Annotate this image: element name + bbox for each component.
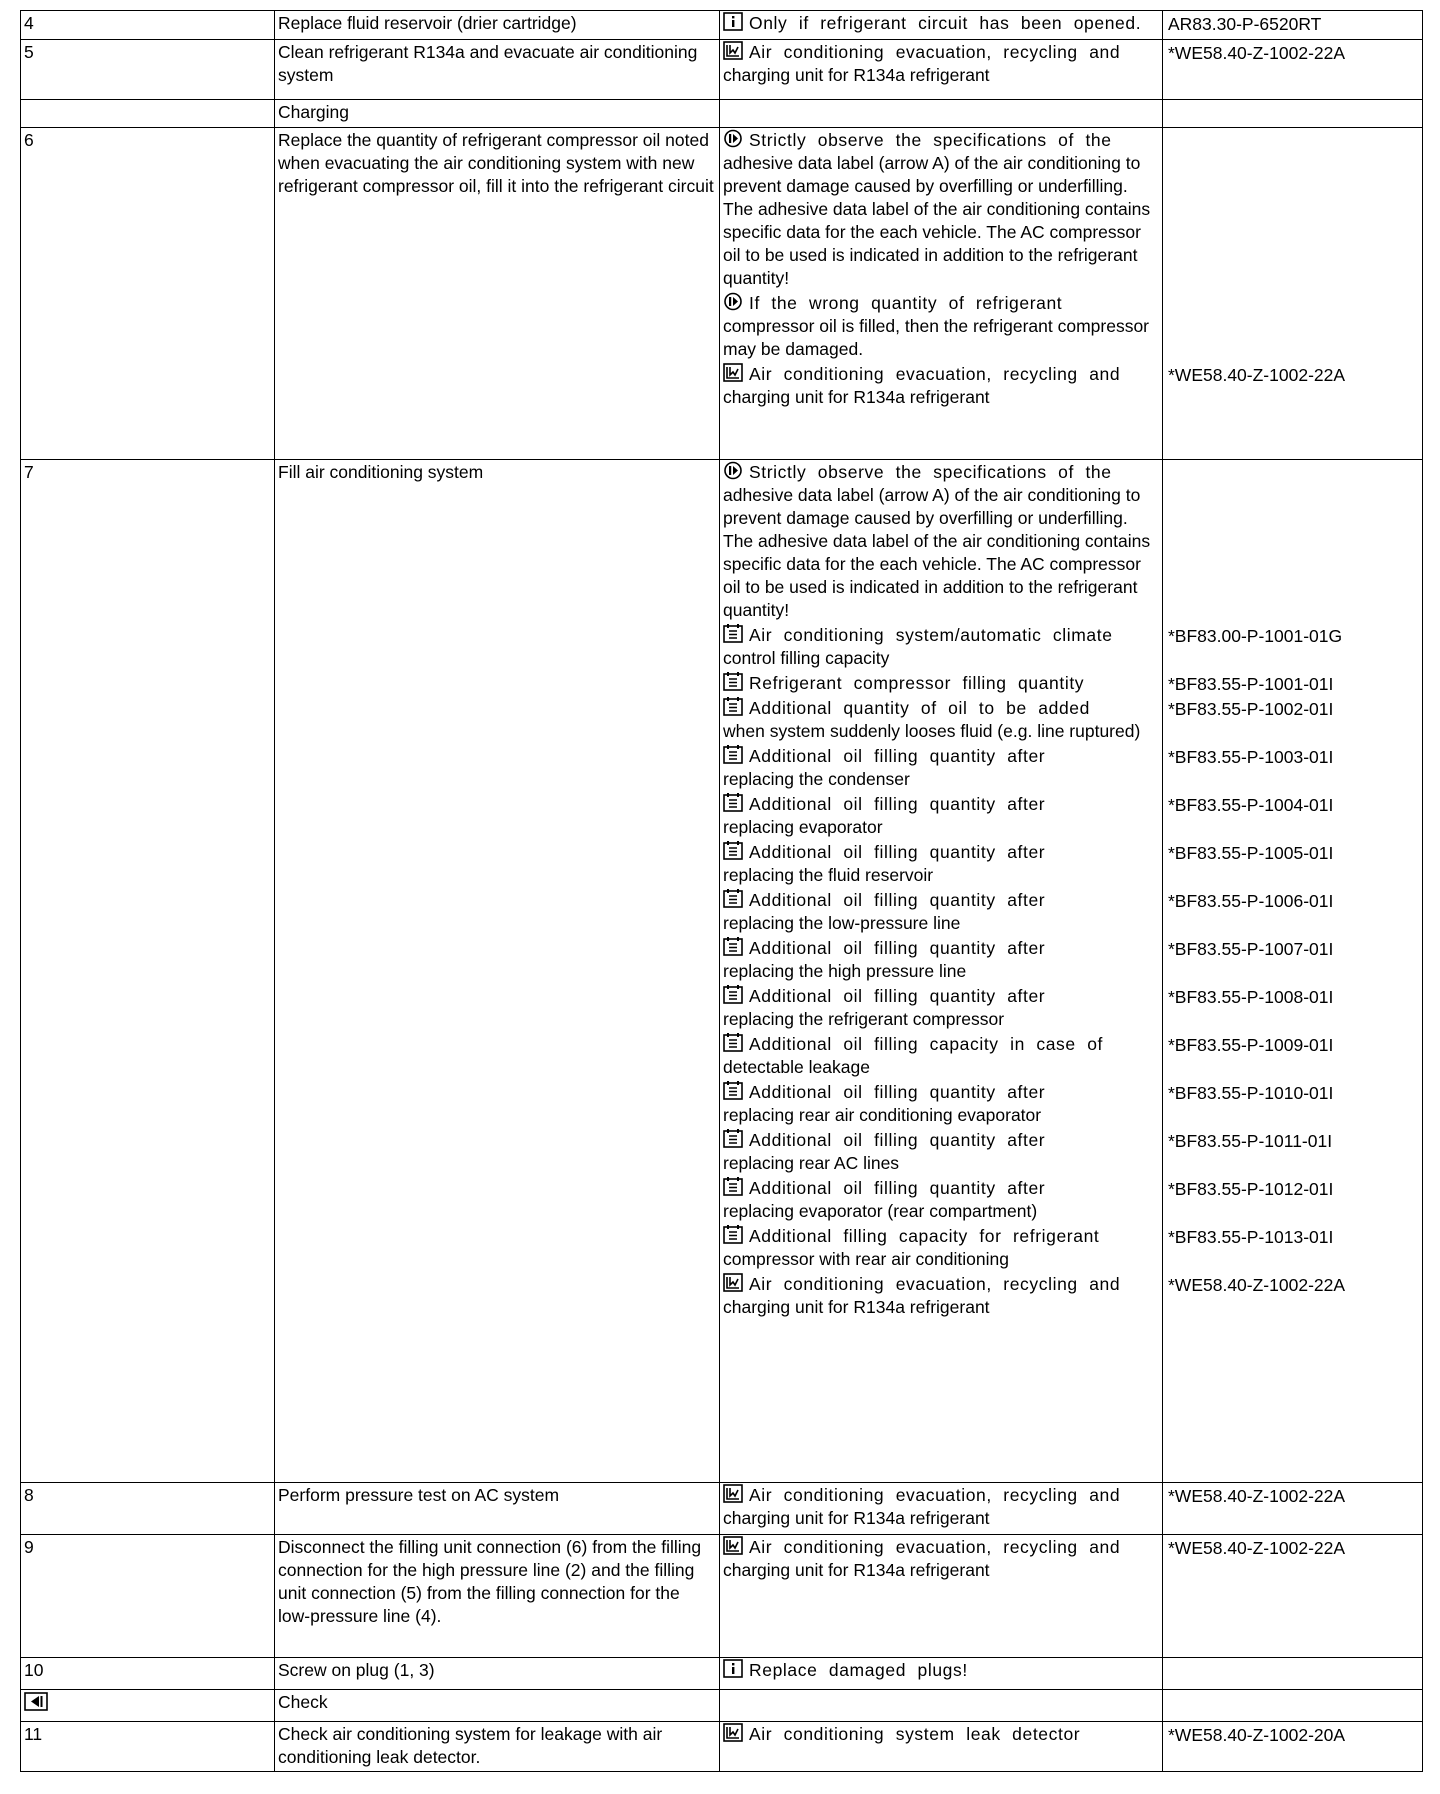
step-action-text: Replace fluid reservoir (drier cartridge) bbox=[278, 13, 577, 33]
note-text: compressor oil is filled, then the refrigerant compressor may be damaged. bbox=[723, 316, 1150, 359]
note-lead-text: Refrigerant compressor filling quantity bbox=[749, 673, 1085, 693]
note-lead-text: Air conditioning evacuation, recycling and bbox=[749, 1274, 1121, 1294]
reference-code[interactable]: *BF83.55-P-1004-01I bbox=[1168, 794, 1334, 815]
note-lead-text: Air conditioning evacuation, recycling and bbox=[749, 364, 1121, 384]
reference-code[interactable]: *BF83.55-P-1001-01I bbox=[1168, 673, 1334, 694]
step-number-text: 8 bbox=[24, 1485, 34, 1505]
step-notes bbox=[720, 40, 1163, 100]
note-item bbox=[723, 793, 1159, 839]
note-item bbox=[723, 1484, 1159, 1530]
tool-icon bbox=[723, 1723, 743, 1742]
note-lead-text: Additional oil filling quantity after bbox=[749, 1178, 1046, 1198]
note-item bbox=[723, 1081, 1159, 1127]
step-number bbox=[21, 1690, 275, 1722]
reference-code[interactable]: *BF83.55-P-1007-01I bbox=[1168, 938, 1334, 959]
procedure-table-body bbox=[21, 11, 1423, 1772]
note-text: replacing the low-pressure line bbox=[723, 913, 961, 933]
step-number bbox=[21, 100, 275, 128]
note-item bbox=[723, 889, 1159, 935]
note-item bbox=[723, 461, 1159, 622]
note-lead-text: Air conditioning system/automatic climate bbox=[749, 625, 1113, 645]
spec-icon bbox=[723, 1033, 743, 1052]
spec-icon bbox=[723, 937, 743, 956]
note-item bbox=[723, 1273, 1159, 1319]
reference-code[interactable]: *WE58.40-Z-1002-22A bbox=[1168, 42, 1346, 63]
note-text: replacing rear AC lines bbox=[723, 1153, 900, 1173]
note-item bbox=[723, 292, 1159, 361]
step-action bbox=[275, 1722, 720, 1772]
step-action-text: Check bbox=[278, 1692, 328, 1712]
step-notes bbox=[720, 1658, 1163, 1690]
step-references bbox=[1163, 1535, 1423, 1658]
note-item bbox=[723, 937, 1159, 983]
reference-code[interactable]: *BF83.55-P-1010-01I bbox=[1168, 1082, 1334, 1103]
spec-icon bbox=[723, 1225, 743, 1244]
note-item bbox=[723, 841, 1159, 887]
note-lead-text: If the wrong quantity of refrigerant bbox=[749, 293, 1063, 313]
check-icon bbox=[24, 1692, 48, 1711]
spec-icon bbox=[723, 1129, 743, 1148]
note-item bbox=[723, 697, 1159, 743]
spec-icon bbox=[723, 793, 743, 812]
spec-icon bbox=[723, 985, 743, 1004]
note-lead-text: Air conditioning system leak detector bbox=[749, 1724, 1081, 1744]
reference-code[interactable]: *BF83.55-P-1012-01I bbox=[1168, 1178, 1334, 1199]
step-action bbox=[275, 40, 720, 100]
note-text: adhesive data label (arrow A) of the air conditioning to prevent damage caused by overfilling or underfilling. The adhesive data label of the air conditioning contains specific data for the each vehicle. The AC compressor oil to be used is indicated in addition to the refrigerant quantity! bbox=[723, 485, 1151, 620]
note-text: replacing rear air conditioning evaporator bbox=[723, 1105, 1042, 1125]
step-action bbox=[275, 1658, 720, 1690]
step-notes bbox=[720, 100, 1163, 128]
step-number-text: 5 bbox=[24, 42, 34, 62]
note-item bbox=[723, 1536, 1159, 1582]
note-text: when system suddenly looses fluid (e.g. line ruptured) bbox=[723, 721, 1141, 741]
spec-icon bbox=[723, 889, 743, 908]
note-lead-text: Air conditioning evacuation, recycling and bbox=[749, 1537, 1121, 1557]
tool-icon bbox=[723, 1536, 743, 1555]
info-icon bbox=[723, 12, 743, 31]
caution-icon bbox=[723, 461, 743, 480]
step-number-text: 6 bbox=[24, 130, 34, 150]
step-references bbox=[1163, 128, 1423, 460]
step-number-text: 10 bbox=[24, 1660, 44, 1680]
note-item bbox=[723, 672, 1159, 695]
note-item bbox=[723, 41, 1159, 87]
note-item bbox=[723, 745, 1159, 791]
step-action-text: Replace the quantity of refrigerant compressor oil noted when evacuating the air conditioning system with new refrigerant compressor oil, fill it into the refrigerant circuit bbox=[278, 130, 714, 196]
tool-icon bbox=[723, 363, 743, 382]
procedure-table bbox=[20, 10, 1423, 1772]
note-lead-text: Additional oil filling quantity after bbox=[749, 890, 1046, 910]
note-lead-text: Additional oil filling quantity after bbox=[749, 746, 1046, 766]
step-number bbox=[21, 1658, 275, 1690]
note-lead-text: Additional quantity of oil to be added bbox=[749, 698, 1090, 718]
table-row bbox=[21, 460, 1423, 1483]
table-row bbox=[21, 11, 1423, 40]
note-item bbox=[723, 129, 1159, 290]
step-action-text: Check air conditioning system for leakage with air conditioning leak detector. bbox=[278, 1724, 663, 1767]
step-references bbox=[1163, 460, 1423, 1483]
note-lead-text: Additional oil filling quantity after bbox=[749, 986, 1046, 1006]
reference-code[interactable]: *WE58.40-Z-1002-22A bbox=[1168, 1485, 1346, 1506]
note-text: replacing the condenser bbox=[723, 769, 910, 789]
note-lead-text: Air conditioning evacuation, recycling and bbox=[749, 42, 1121, 62]
reference-code[interactable]: *BF83.00-P-1001-01G bbox=[1168, 625, 1343, 646]
step-references bbox=[1163, 40, 1423, 100]
step-number bbox=[21, 1722, 275, 1772]
step-number bbox=[21, 1483, 275, 1535]
step-number-text: 4 bbox=[24, 13, 34, 33]
table-row bbox=[21, 1658, 1423, 1690]
reference-code[interactable]: *WE58.40-Z-1002-20A bbox=[1168, 1724, 1346, 1745]
note-item bbox=[723, 1033, 1159, 1079]
note-lead-text: Additional oil filling quantity after bbox=[749, 1130, 1046, 1150]
step-action bbox=[275, 11, 720, 40]
step-notes bbox=[720, 1722, 1163, 1772]
spec-icon bbox=[723, 697, 743, 716]
note-lead-text: Additional oil filling quantity after bbox=[749, 842, 1046, 862]
step-references bbox=[1163, 11, 1423, 40]
note-text: replacing evaporator (rear compartment) bbox=[723, 1201, 1038, 1221]
reference-code[interactable]: *BF83.55-P-1003-01I bbox=[1168, 746, 1334, 767]
step-references bbox=[1163, 1658, 1423, 1690]
step-action-text: Charging bbox=[278, 102, 350, 122]
step-action bbox=[275, 128, 720, 460]
note-lead-text: Additional oil filling quantity after bbox=[749, 794, 1046, 814]
info-icon bbox=[723, 1659, 743, 1678]
reference-code[interactable]: *BF83.55-P-1009-01I bbox=[1168, 1034, 1334, 1055]
reference-code[interactable]: *BF83.55-P-1002-01I bbox=[1168, 698, 1334, 719]
note-text: adhesive data label (arrow A) of the air conditioning to prevent damage caused by overfilling or underfilling. The adhesive data label of the air conditioning contains specific data for the each vehicle. The AC compressor oil to be used is indicated in addition to the refrigerant quantity! bbox=[723, 153, 1151, 288]
step-action bbox=[275, 1535, 720, 1658]
note-lead-text: Only if refrigerant circuit has been opened. bbox=[749, 13, 1142, 33]
step-action bbox=[275, 100, 720, 128]
note-lead-text: Additional oil filling quantity after bbox=[749, 938, 1046, 958]
note-item bbox=[723, 1129, 1159, 1175]
step-action-text: Clean refrigerant R134a and evacuate air conditioning system bbox=[278, 42, 698, 85]
note-lead-text: Additional filling capacity for refrigerant bbox=[749, 1226, 1100, 1246]
reference-code[interactable]: *BF83.55-P-1013-01I bbox=[1168, 1226, 1334, 1247]
note-item bbox=[723, 1177, 1159, 1223]
note-lead-text: Strictly observe the specifications of the bbox=[749, 462, 1112, 482]
note-text: compressor with rear air conditioning bbox=[723, 1249, 1009, 1269]
tool-icon bbox=[723, 1484, 743, 1503]
step-number bbox=[21, 40, 275, 100]
step-action-text: Fill air conditioning system bbox=[278, 462, 484, 482]
note-item bbox=[723, 624, 1159, 670]
table-row bbox=[21, 1690, 1423, 1722]
step-references bbox=[1163, 1690, 1423, 1722]
reference-code[interactable]: AR83.30-P-6520RT bbox=[1168, 13, 1322, 34]
step-number-text: 11 bbox=[24, 1724, 43, 1744]
step-notes bbox=[720, 1535, 1163, 1658]
step-action-text: Disconnect the filling unit connection (6) from the filling connection for the high pressure line (2) and the filling unit connection (5) from the filling connection for the low-pressure line (4). bbox=[278, 1537, 702, 1626]
spec-icon bbox=[723, 672, 743, 691]
step-action bbox=[275, 1690, 720, 1722]
note-text: charging unit for R134a refrigerant bbox=[723, 387, 990, 407]
step-notes bbox=[720, 1483, 1163, 1535]
table-row bbox=[21, 128, 1423, 460]
step-references bbox=[1163, 1483, 1423, 1535]
note-text: replacing the refrigerant compressor bbox=[723, 1009, 1005, 1029]
table-row bbox=[21, 100, 1423, 128]
table-row bbox=[21, 1722, 1423, 1772]
tool-icon bbox=[723, 41, 743, 60]
step-action bbox=[275, 460, 720, 1483]
note-item bbox=[723, 1225, 1159, 1271]
step-number-text: 9 bbox=[24, 1537, 34, 1557]
table-row bbox=[21, 40, 1423, 100]
step-action-text: Screw on plug (1, 3) bbox=[278, 1660, 435, 1680]
reference-code[interactable]: *WE58.40-Z-1002-22A bbox=[1168, 1274, 1346, 1295]
note-text: replacing evaporator bbox=[723, 817, 883, 837]
step-action-text: Perform pressure test on AC system bbox=[278, 1485, 560, 1505]
step-number bbox=[21, 128, 275, 460]
spec-icon bbox=[723, 624, 743, 643]
note-lead-text: Strictly observe the specifications of the bbox=[749, 130, 1112, 150]
note-item bbox=[723, 12, 1159, 35]
note-text: charging unit for R134a refrigerant bbox=[723, 65, 990, 85]
step-references bbox=[1163, 1722, 1423, 1772]
step-notes bbox=[720, 128, 1163, 460]
note-lead-text: Additional oil filling quantity after bbox=[749, 1082, 1046, 1102]
step-number bbox=[21, 460, 275, 1483]
note-text: replacing the high pressure line bbox=[723, 961, 967, 981]
caution-icon bbox=[723, 129, 743, 148]
note-lead-text: Air conditioning evacuation, recycling and bbox=[749, 1485, 1121, 1505]
reference-code[interactable]: *BF83.55-P-1006-01I bbox=[1168, 890, 1334, 911]
note-text: charging unit for R134a refrigerant bbox=[723, 1560, 990, 1580]
reference-code[interactable]: *BF83.55-P-1008-01I bbox=[1168, 986, 1334, 1007]
reference-code[interactable]: *BF83.55-P-1011-01I bbox=[1168, 1130, 1333, 1151]
step-notes bbox=[720, 1690, 1163, 1722]
reference-code[interactable]: *WE58.40-Z-1002-22A bbox=[1168, 364, 1346, 385]
note-item bbox=[723, 1723, 1159, 1746]
table-row bbox=[21, 1535, 1423, 1658]
note-lead-text: Replace damaged plugs! bbox=[749, 1660, 968, 1680]
spec-icon bbox=[723, 1081, 743, 1100]
table-row bbox=[21, 1483, 1423, 1535]
step-action bbox=[275, 1483, 720, 1535]
reference-code[interactable]: *WE58.40-Z-1002-22A bbox=[1168, 1537, 1346, 1558]
note-item bbox=[723, 985, 1159, 1031]
note-text: charging unit for R134a refrigerant bbox=[723, 1297, 990, 1317]
note-text: control filling capacity bbox=[723, 648, 890, 668]
note-item bbox=[723, 1659, 1159, 1682]
step-number bbox=[21, 11, 275, 40]
spec-icon bbox=[723, 1177, 743, 1196]
spec-icon bbox=[723, 841, 743, 860]
note-text: replacing the fluid reservoir bbox=[723, 865, 934, 885]
step-notes bbox=[720, 460, 1163, 1483]
reference-code[interactable]: *BF83.55-P-1005-01I bbox=[1168, 842, 1334, 863]
tool-icon bbox=[723, 1273, 743, 1292]
note-item bbox=[723, 363, 1159, 409]
step-references bbox=[1163, 100, 1423, 128]
step-number bbox=[21, 1535, 275, 1658]
step-number-text: 7 bbox=[24, 462, 34, 482]
note-text: detectable leakage bbox=[723, 1057, 870, 1077]
caution-icon bbox=[723, 292, 743, 311]
spec-icon bbox=[723, 745, 743, 764]
step-notes bbox=[720, 11, 1163, 40]
note-text: charging unit for R134a refrigerant bbox=[723, 1508, 990, 1528]
note-lead-text: Additional oil filling capacity in case of bbox=[749, 1034, 1103, 1054]
